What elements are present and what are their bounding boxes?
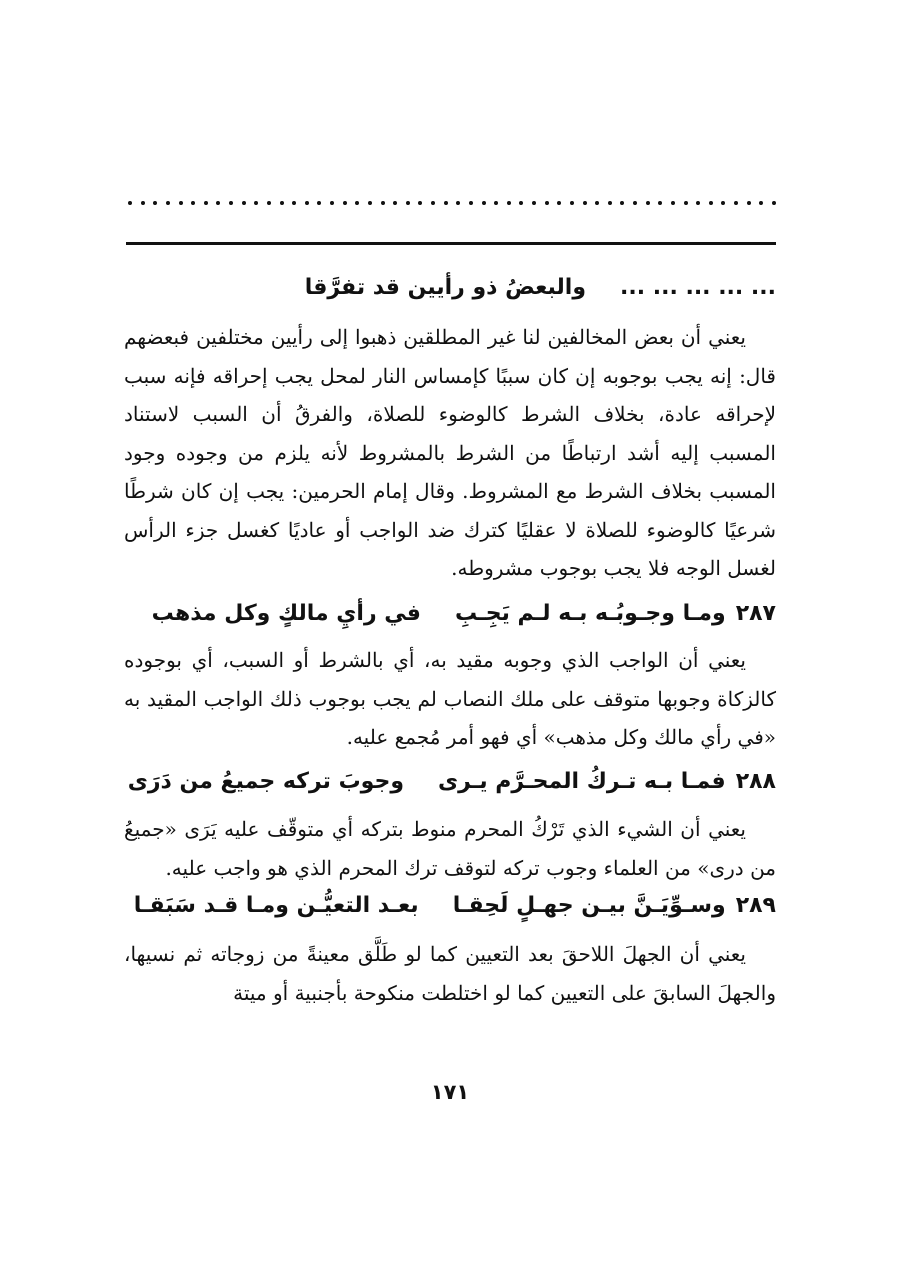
separator-dot (721, 201, 725, 205)
separator-dot (595, 201, 599, 205)
verse-partial (124, 269, 776, 307)
separator-dot (469, 201, 473, 205)
verse-number: ٢٨٨ (735, 769, 776, 794)
separator-dot (532, 201, 536, 205)
separator-dot (153, 201, 157, 205)
verse-first-hemistich: ... ... ... ... ... (620, 275, 776, 300)
verse-second-hemistich: في رأيِ مالكٍ وكل مذهب (151, 601, 421, 626)
commentary-text: يعني أن بعض المخالفين لنا غير المطلقين ذهبوا إلى رأيين مختلفين فبعضهم قال: إنه يجب بوجوبه إن كان سببًا كإمساس النار لمحل يجب إحراقه فإنه سبب لإحراقه عادة، بخلاف الشرط كالوضوء للصلاة، والفرقُ أن السبب لاستناد المسبب إليه أشد ارتباطًا من الشرط بالمشروط لأنه يلزم من وجوده وجود المسبب بخلاف الشرط مع المشروط. وقال إمام الحرمين: يجب إن كان شرطًا شرعيًا كالوضوء للصلاة لا عقليًا كترك ضد الواجب أو عاديًا كغسل جزء الرأس لغسل الوجه فلا يجب بوجوب مشروطه. (124, 325, 776, 580)
verse-first-hemistich: ومـا وجـوبُـه بـه لـم يَجِـبِ (454, 601, 726, 626)
separator-dot (267, 201, 271, 205)
separator-dot (280, 201, 284, 205)
separator-dot (747, 201, 751, 205)
dotted-separator (128, 196, 776, 210)
separator-dot (633, 201, 637, 205)
verse-number: ٢٨٩ (735, 893, 776, 918)
separator-dot (317, 201, 321, 205)
separator-dot (608, 201, 612, 205)
separator-dot (620, 201, 624, 205)
commentary-text: يعني أن الواجب الذي وجوبه مقيد به، أي بالشرط أو السبب، أي بوجوده كالزكاة وجوبها متوقف على ملك النصاب لم يجب بوجوب ذلك الواجب المقيد به «في رأي مالك وكل مذهب» أي فهو أمر مُجمع عليه. (124, 648, 776, 749)
separator-dot (772, 201, 776, 205)
separator-dot (431, 201, 435, 205)
separator-dot (684, 201, 688, 205)
commentary-text: يعني أن الشيء الذي تَرْكُ المحرم منوط بتركه أي متوقّف عليه يَرَى «جميعُ من درى» من العلماء وجوب تركه لتوقف ترك المحرم الذي هو واجب عليه. (124, 817, 776, 880)
separator-dot (229, 201, 233, 205)
verse-288 (124, 763, 776, 801)
commentary-paragraph-4 (124, 935, 776, 1012)
separator-dot (734, 201, 738, 205)
verse-second-hemistich: بعـد التعيُّـن ومـا قـد سَبَقـا (133, 893, 419, 918)
separator-dot (141, 201, 145, 205)
verse-289 (124, 887, 776, 925)
separator-dot (759, 201, 763, 205)
separator-dot (254, 201, 258, 205)
verse-number: ٢٨٧ (735, 601, 776, 626)
separator-dot (709, 201, 713, 205)
separator-dot (216, 201, 220, 205)
horizontal-rule (126, 242, 776, 245)
commentary-paragraph-3 (124, 810, 776, 887)
separator-dot (381, 201, 385, 205)
verse-second-hemistich: والبعضُ ذو رأيين قد تفرَّقا (304, 275, 586, 300)
commentary-text: يعني أن الجهلَ اللاحقَ بعد التعيين كما لو طَلَّق معينةً من زوجاته ثم نسيها، والجهلَ السابقَ على التعيين كما لو اختلطت منكوحة بأجنبية أو ميتة (124, 942, 776, 1005)
separator-dot (393, 201, 397, 205)
separator-dot (355, 201, 359, 205)
verse-first-hemistich: فمـا بـه تـركُ المحـرَّم يـرى (438, 769, 726, 794)
separator-dot (482, 201, 486, 205)
verse-first-hemistich: وسـوِّيَـنَّ بيـن جهـلٍ لَحِقـا (452, 893, 726, 918)
verse-second-hemistich: وجوبَ تركه جميعُ من دَرَى (127, 769, 405, 794)
separator-dot (128, 201, 132, 205)
separator-dot (671, 201, 675, 205)
page-number: ١٧١ (430, 1080, 470, 1104)
separator-dot (658, 201, 662, 205)
separator-dot (368, 201, 372, 205)
separator-dot (330, 201, 334, 205)
separator-dot (242, 201, 246, 205)
separator-dot (557, 201, 561, 205)
separator-dot (292, 201, 296, 205)
verse-287 (124, 595, 776, 633)
separator-dot (418, 201, 422, 205)
separator-dot (519, 201, 523, 205)
separator-dot (696, 201, 700, 205)
separator-dot (179, 201, 183, 205)
separator-dot (583, 201, 587, 205)
separator-dot (305, 201, 309, 205)
separator-dot (545, 201, 549, 205)
separator-dot (191, 201, 195, 205)
separator-dot (406, 201, 410, 205)
separator-dot (456, 201, 460, 205)
separator-dot (343, 201, 347, 205)
commentary-paragraph-1 (124, 318, 776, 588)
separator-dot (444, 201, 448, 205)
separator-dot (166, 201, 170, 205)
separator-dot (494, 201, 498, 205)
separator-dot (507, 201, 511, 205)
commentary-paragraph-2 (124, 641, 776, 757)
separator-dot (646, 201, 650, 205)
separator-dot (204, 201, 208, 205)
separator-dot (570, 201, 574, 205)
